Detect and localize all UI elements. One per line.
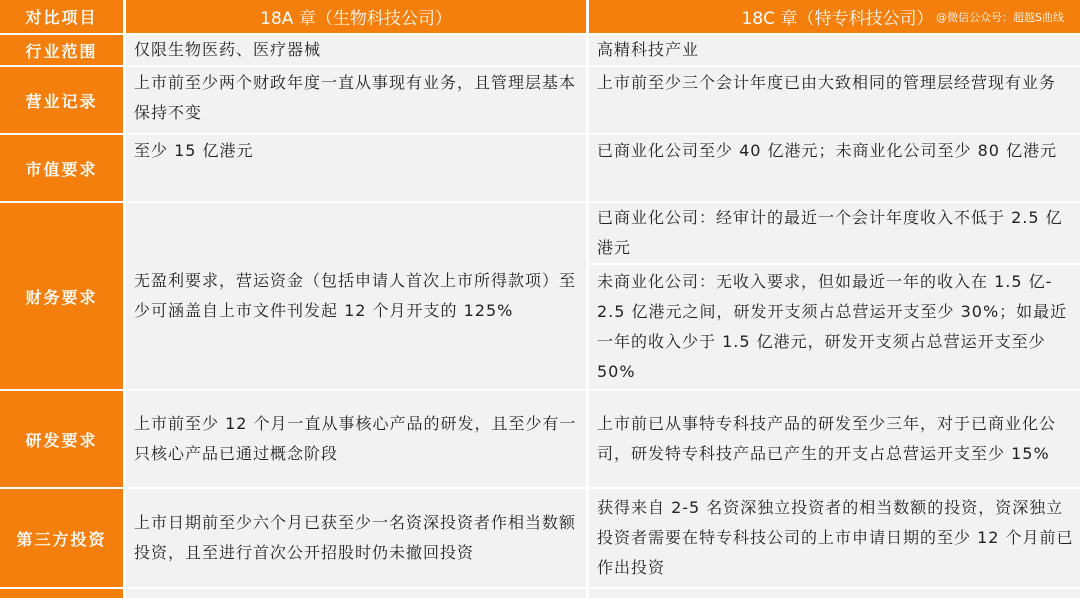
row-label-rnd: 研发要求: [0, 391, 123, 487]
watermark: @微信公众号：超越S曲线: [936, 11, 1064, 24]
row-label-third-party-investment: 第三方投资: [0, 489, 123, 587]
cell-18c-industry-scope: 高精科技产业: [589, 35, 1080, 65]
row-label-market-cap: 市值要求: [0, 135, 123, 201]
header-compare-item: 对比项目: [0, 0, 123, 33]
header-chapter-18c: [589, 0, 1080, 33]
cell-18a-industry-scope: 仅限生物医药、医疗器械: [126, 35, 586, 65]
cell-18a-business-record: 上市前至少两个财政年度一直从事现有业务，且管理层基本保持不变: [126, 67, 586, 133]
cell-18c-third-party-investment: 获得来自 2-5 名资深独立投资者的相当数额的投资，资深独立投资者需要在特专科技公司的上市申请日期的至少 12 个月前已作出投资: [589, 489, 1080, 587]
header-chapter-18a: 18A 章（生物科技公司）: [126, 0, 586, 33]
cell-18c-financial-precommercial: 未商业化公司：无收入要求，但如最近一年的收入在 1.5 亿- 2.5 亿港元之间，研发开支须占总营运开支至少 30%；如最近一年的收入少于 1.5 亿港元，研发开支须占总营运开支至少 50%: [589, 265, 1080, 389]
cell-18c-financial-commercialized: 已商业化公司：经审计的最近一个会计年度收入不低于 2.5 亿港元: [589, 203, 1080, 263]
cell-18a-third-party-investment: 上市日期前至少六个月已获至少一名资深投资者作相当数额投资，且至进行首次公开招股时仍未撤回投资: [126, 489, 586, 587]
row-label-financial: 财务要求: [0, 203, 123, 389]
header-chapter-18c-label: 18C 章（特专科技公司）: [741, 9, 934, 29]
cell-18c-financial: [589, 203, 1080, 389]
row-label-cutoff: [0, 589, 123, 598]
row-label-industry-scope: 行业范围: [0, 35, 123, 65]
cell-18c-market-cap: 已商业化公司至少 40 亿港元；未商业化公司至少 80 亿港元: [589, 135, 1080, 201]
cell-18a-rnd: 上市前至少 12 个月一直从事核心产品的研发，且至少有一只核心产品已通过概念阶段: [126, 391, 586, 487]
cell-18a-cutoff: [126, 589, 586, 598]
cell-18a-market-cap: 至少 15 亿港元: [126, 135, 586, 201]
cell-18c-cutoff: [589, 589, 1080, 598]
cell-18c-business-record: 上市前至少三个会计年度已由大致相同的管理层经营现有业务: [589, 67, 1080, 133]
row-label-business-record: 营业记录: [0, 67, 123, 133]
cell-18c-rnd: 上市前已从事特专科技产品的研发至少三年，对于已商业化公司，研发特专科技产品已产生的开支占总营运开支至少 15%: [589, 391, 1080, 487]
cell-18a-financial: 无盈利要求，营运资金（包括申请人首次上市所得款项）至少可涵盖自上市文件刊发起 12 个月开支的 125%: [126, 203, 586, 389]
